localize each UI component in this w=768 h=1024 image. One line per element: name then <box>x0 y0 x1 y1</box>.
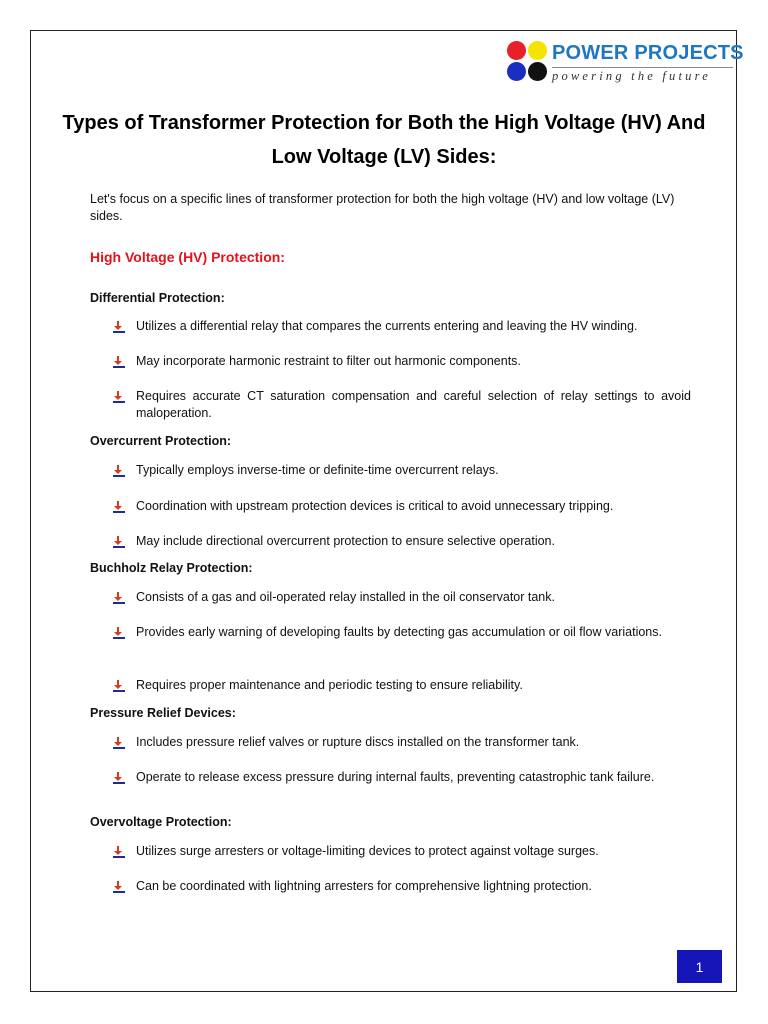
list-item-text: May incorporate harmonic restraint to filter out harmonic components. <box>136 354 521 368</box>
arrow-down-bullet-icon <box>113 501 125 513</box>
power-projects-logo <box>505 39 744 87</box>
group-heading-buchholz: Buchholz Relay Protection: <box>90 561 253 575</box>
list-item-text: Coordination with upstream protection devices is critical to avoid unnecessary tripping. <box>136 499 614 513</box>
arrow-down-bullet-icon <box>113 465 125 477</box>
arrow-down-bullet-icon <box>113 627 125 639</box>
group-heading-overvoltage: Overvoltage Protection: <box>90 815 232 829</box>
group-heading-pressure-relief: Pressure Relief Devices: <box>90 706 236 720</box>
logo-blue-dot <box>507 62 526 81</box>
logo-tagline: powering the future <box>552 69 711 83</box>
logo-divider <box>552 67 733 68</box>
list-item-text: Utilizes a differential relay that compares the currents entering and leaving the HV winding. <box>136 319 638 333</box>
list-item-text: Operate to release excess pressure during internal faults, preventing catastrophic tank failure. <box>136 770 655 784</box>
list-item-text: Typically employs inverse-time or definite-time overcurrent relays. <box>136 463 499 477</box>
arrow-down-bullet-icon <box>113 536 125 548</box>
logo-dots-icon <box>505 39 549 87</box>
arrow-down-bullet-icon <box>113 356 125 368</box>
list-item-text: May include directional overcurrent protection to ensure selective operation. <box>136 534 555 548</box>
document-title: Types of Transformer Protection for Both the High Voltage (HV) And Low Voltage (LV) Sides: <box>62 112 706 168</box>
list-item-text: Consists of a gas and oil-operated relay installed in the oil conservator tank. <box>136 590 555 604</box>
list-item-text: Provides early warning of developing faults by detecting gas accumulation or oil flow variations. <box>136 625 662 639</box>
logo-brand-name: POWER PROJECTS <box>552 42 744 64</box>
arrow-down-bullet-icon <box>113 737 125 749</box>
list-item-text: Can be coordinated with lightning arresters for comprehensive lightning protection. <box>136 879 592 893</box>
arrow-down-bullet-icon <box>113 680 125 692</box>
arrow-down-bullet-icon <box>113 592 125 604</box>
group-heading-differential: Differential Protection: <box>90 291 225 305</box>
list-item-text: Requires accurate CT saturation compensation and careful selection of relay settings to avoid maloperation. <box>136 389 691 420</box>
logo-red-dot <box>507 41 526 60</box>
list-item-text: Includes pressure relief valves or rupture discs installed on the transformer tank. <box>136 735 580 749</box>
arrow-down-bullet-icon <box>113 846 125 858</box>
list-item-text: Requires proper maintenance and periodic testing to ensure reliability. <box>136 678 523 692</box>
arrow-down-bullet-icon <box>113 881 125 893</box>
arrow-down-bullet-icon <box>113 391 125 403</box>
list-item-text: Utilizes surge arresters or voltage-limiting devices to protect against voltage surges. <box>136 844 599 858</box>
arrow-down-bullet-icon <box>113 321 125 333</box>
arrow-down-bullet-icon <box>113 772 125 784</box>
section-title-hv: High Voltage (HV) Protection: <box>90 249 285 265</box>
logo-yellow-dot <box>528 41 547 60</box>
intro-paragraph: Let's focus on a specific lines of transformer protection for both the high voltage (HV) and low voltage (LV) sides. <box>90 192 675 223</box>
page-number-badge: 1 <box>677 950 722 983</box>
group-heading-overcurrent: Overcurrent Protection: <box>90 434 232 448</box>
logo-black-dot <box>528 62 547 81</box>
